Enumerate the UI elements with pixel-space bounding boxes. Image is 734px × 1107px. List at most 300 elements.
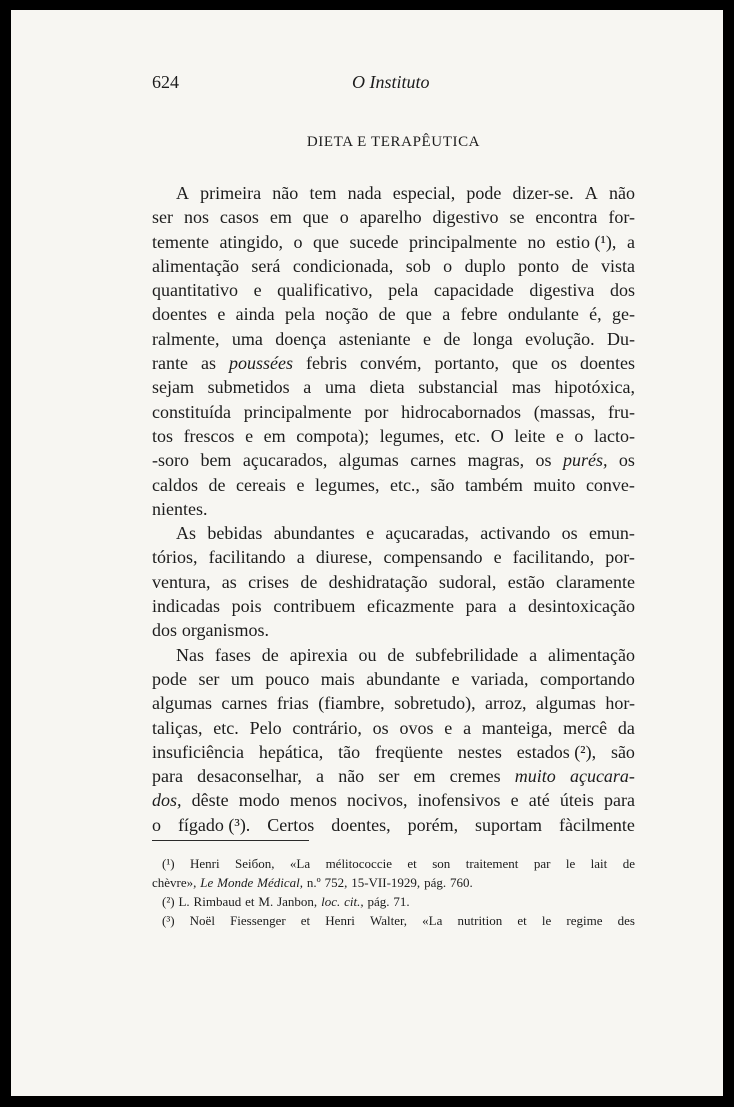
word: açucara-	[569, 766, 635, 787]
word: activando	[480, 523, 551, 544]
word: (massas,	[533, 401, 596, 422]
word: a	[296, 547, 305, 568]
word: mais	[320, 668, 355, 689]
word: capacidade	[433, 280, 514, 301]
word: de	[300, 571, 318, 592]
text-line	[152, 327, 635, 351]
word: porém,	[407, 814, 459, 835]
word: estados (²),	[516, 741, 597, 762]
word: atingido,	[219, 231, 283, 252]
word: por	[364, 401, 389, 422]
word: em	[263, 425, 286, 446]
word: abundante	[366, 668, 441, 689]
word: le	[565, 856, 576, 871]
word: nestes	[457, 741, 502, 762]
text-line	[152, 643, 635, 667]
word: hipotóxica,	[554, 377, 635, 398]
word: de	[378, 304, 396, 325]
word: pode	[466, 183, 502, 203]
word: carnes	[410, 450, 457, 471]
word: tórios,	[152, 547, 198, 568]
word: legumes,	[314, 474, 380, 495]
word: de	[387, 644, 405, 665]
word: mélitococcie	[325, 856, 392, 871]
word: par	[533, 856, 551, 871]
word: encontra	[535, 207, 598, 228]
word: o	[443, 255, 453, 276]
word: que	[302, 207, 329, 228]
word: mas	[511, 377, 541, 398]
word: longa	[472, 328, 513, 349]
text-line	[152, 716, 635, 740]
word: doentes	[152, 304, 207, 325]
word: quantitativo	[152, 280, 238, 301]
word: também	[464, 474, 523, 495]
word: uma	[324, 377, 356, 398]
word: contrário,	[292, 717, 362, 738]
word: vista	[600, 255, 635, 276]
word: algumas	[338, 450, 399, 471]
text-line	[152, 521, 635, 545]
word: manteiga,	[481, 717, 553, 738]
word: «La	[289, 856, 311, 871]
word: lacto-	[593, 425, 635, 446]
text-line	[152, 205, 635, 229]
word: freqüente	[375, 741, 443, 762]
text-line	[152, 473, 635, 497]
word: taliças,	[152, 717, 203, 738]
word: a	[463, 717, 472, 738]
word: purés,	[562, 450, 608, 471]
word: nada	[347, 183, 382, 203]
word: e	[366, 523, 375, 544]
word: as	[200, 353, 216, 374]
word: a	[626, 231, 635, 252]
word: no	[527, 231, 546, 252]
word: ventura,	[152, 571, 211, 592]
word: facilitando,	[512, 547, 595, 568]
word: 71.	[393, 894, 410, 909]
word: dêste	[191, 790, 229, 811]
word: 760.	[450, 875, 473, 890]
footnotes	[152, 854, 635, 930]
word: pág.	[367, 894, 390, 909]
word: Monde	[217, 875, 254, 890]
word: em	[269, 207, 292, 228]
word: Walter,	[370, 913, 408, 928]
word: suportam	[475, 814, 543, 835]
word: principalmente	[409, 231, 518, 252]
word: por-	[605, 547, 635, 568]
running-title: O Instituto	[352, 72, 430, 92]
word: variada,	[471, 668, 529, 689]
word: et	[407, 856, 417, 871]
text-line	[152, 278, 635, 302]
word: que	[511, 353, 538, 374]
footnote-divider	[152, 840, 309, 841]
word: portanto,	[434, 353, 499, 374]
word: os	[618, 450, 635, 471]
word: Janbon,	[277, 894, 318, 909]
word: são	[430, 474, 455, 495]
word: hepática,	[258, 741, 324, 762]
word: et	[517, 913, 527, 928]
word: os	[535, 450, 552, 471]
word: de	[622, 856, 635, 871]
word: desintoxicação	[528, 596, 635, 617]
word: (¹)	[162, 856, 175, 871]
word: modo	[238, 790, 280, 811]
word: e	[555, 425, 564, 446]
word: fases	[214, 644, 251, 665]
word: compensando	[383, 547, 483, 568]
word: frescos	[183, 425, 235, 446]
word: doença	[275, 328, 327, 349]
text-line	[152, 375, 635, 399]
word: rante	[152, 353, 188, 374]
word: o	[152, 814, 161, 835]
word: noção	[325, 304, 369, 325]
word: e	[444, 717, 453, 738]
word: úteis	[559, 790, 594, 811]
word: tos	[152, 425, 174, 446]
word: arroz,	[485, 693, 527, 714]
word: dizer-se.	[512, 183, 574, 203]
word: ondulante	[507, 304, 579, 325]
word: doentes,	[331, 814, 391, 835]
word: dos	[609, 280, 635, 301]
word: et	[245, 894, 255, 909]
word: mercê	[563, 717, 608, 738]
word: «La	[422, 913, 443, 928]
body-text	[152, 181, 635, 837]
word: menos	[289, 790, 337, 811]
word: especial,	[392, 183, 456, 203]
word: convém,	[359, 353, 422, 374]
word: algumas	[152, 693, 212, 714]
word: febris	[305, 353, 347, 374]
word: lait	[590, 856, 608, 871]
word: pela	[388, 280, 419, 301]
word: inofensivos	[417, 790, 501, 811]
word: emun-	[588, 523, 635, 544]
word: não	[608, 183, 635, 203]
word: indicadas	[152, 596, 220, 617]
word: e	[422, 328, 431, 349]
text-line	[152, 424, 635, 448]
text-line	[152, 254, 635, 278]
word: bebidas	[207, 523, 263, 544]
word: os	[561, 523, 578, 544]
word: eficazmente	[367, 596, 454, 617]
word: Henri	[189, 856, 220, 871]
text-line	[152, 618, 635, 642]
word: muito	[514, 766, 556, 787]
word: dos	[152, 620, 178, 641]
word: abundantes	[273, 523, 355, 544]
word: pág.	[424, 875, 447, 890]
word: da	[617, 717, 635, 738]
word: (²)	[162, 894, 175, 909]
word: ser	[198, 668, 220, 689]
word: qualificativo,	[277, 280, 373, 301]
word: alimentação	[152, 255, 239, 276]
word: e	[510, 790, 519, 811]
word: uma	[231, 328, 263, 349]
text-line	[152, 691, 635, 715]
word: e	[451, 668, 460, 689]
word: etc.	[454, 425, 481, 446]
footnote-line	[152, 911, 635, 930]
word: o	[574, 425, 584, 446]
word: etc.	[213, 717, 239, 738]
document-page	[11, 10, 723, 1096]
text-line	[152, 545, 635, 569]
word: para	[465, 596, 497, 617]
word: e	[296, 474, 305, 495]
word: cit.,	[344, 894, 364, 909]
word: a	[316, 766, 325, 787]
word: de	[571, 255, 589, 276]
word: Henri	[325, 913, 355, 928]
word: o	[339, 207, 349, 228]
word: substancial	[418, 377, 499, 398]
word: são	[610, 741, 635, 762]
word: hidrocabornados	[401, 401, 522, 422]
word: é,	[589, 304, 602, 325]
word: principalmente	[243, 401, 352, 422]
word: nientes.	[152, 498, 208, 519]
word: ponto	[518, 255, 560, 276]
word: tem	[309, 183, 337, 203]
word: algumas	[535, 693, 596, 714]
word: A	[176, 183, 189, 203]
word: de	[208, 474, 226, 495]
word: submetidos	[207, 377, 290, 398]
word: os	[550, 353, 567, 374]
footnote-line	[152, 892, 635, 911]
word: insuficiência	[152, 741, 244, 762]
word: em	[413, 766, 436, 787]
word: ou	[358, 644, 377, 665]
word: des	[617, 913, 635, 928]
word: Nas	[176, 644, 204, 665]
word: estão	[507, 571, 545, 592]
text-line	[152, 594, 635, 618]
word: pela	[284, 304, 315, 325]
word: L.	[178, 894, 190, 909]
text-line	[152, 570, 635, 594]
word: organismos.	[181, 620, 270, 641]
text-line	[152, 302, 635, 326]
word: M.	[258, 894, 274, 909]
word: e	[217, 304, 226, 325]
word: diurese,	[315, 547, 373, 568]
word: ralmente,	[152, 328, 220, 349]
word: caldos	[152, 474, 198, 495]
text-line	[152, 497, 635, 521]
word: hor-	[605, 693, 635, 714]
word: pouco	[265, 668, 310, 689]
word: (³)	[162, 913, 175, 928]
text-line	[152, 448, 635, 472]
word: As	[176, 523, 197, 544]
word: cereais	[235, 474, 286, 495]
word: dos,	[152, 790, 182, 811]
word: digestiva	[529, 280, 595, 301]
word: nos	[183, 207, 209, 228]
text-line	[152, 667, 635, 691]
word: pois	[231, 596, 262, 617]
word: se	[509, 207, 525, 228]
word: traitement	[465, 856, 519, 871]
word: não	[272, 183, 299, 203]
word: fàcilmente	[558, 814, 635, 835]
word: açucaradas,	[385, 523, 469, 544]
word: (fiambre,	[318, 693, 385, 714]
word: a	[442, 304, 451, 325]
word: fígado (³).	[177, 814, 251, 835]
footnote-line	[152, 854, 635, 873]
word: e	[253, 280, 262, 301]
word: a	[529, 644, 538, 665]
word: Du-	[607, 328, 635, 349]
word: legumes,	[379, 425, 445, 446]
word: comportando	[539, 668, 635, 689]
text-line	[152, 813, 635, 837]
text-line	[152, 181, 635, 205]
word: regime	[566, 913, 603, 928]
word: condicionada,	[292, 255, 394, 276]
word: frias	[276, 693, 309, 714]
word: ge-	[612, 304, 635, 325]
word: para	[152, 766, 183, 787]
word: ovos	[399, 717, 434, 738]
word: sejam	[152, 377, 194, 398]
text-line	[152, 230, 635, 254]
word: et	[300, 913, 311, 928]
word: le	[541, 913, 552, 928]
word: aparelho	[359, 207, 422, 228]
word: ser	[152, 207, 173, 228]
word: os	[372, 717, 389, 738]
word: as	[221, 571, 237, 592]
word: son	[432, 856, 451, 871]
word: Seібon,	[235, 856, 275, 871]
word: for-	[608, 207, 635, 228]
word: poussées	[228, 353, 293, 374]
word: -soro	[152, 450, 189, 471]
section-title: DIETA E TERAPÊUTICA	[306, 134, 481, 150]
word: nutrition	[457, 913, 503, 928]
word: A	[584, 183, 598, 203]
word: nocivos,	[346, 790, 408, 811]
word: Le	[200, 875, 214, 890]
word: e	[245, 425, 254, 446]
word: duplo	[464, 255, 506, 276]
word: leite	[514, 425, 546, 446]
word: carnes	[221, 693, 268, 714]
word: febre	[460, 304, 498, 325]
page-header	[152, 72, 586, 102]
word: deshidratação	[328, 571, 428, 592]
word: conve-	[585, 474, 635, 495]
word: compota);	[296, 425, 370, 446]
word: doentes	[579, 353, 635, 374]
word: sudoral,	[438, 571, 497, 592]
word: fru-	[607, 401, 635, 422]
word: o	[293, 231, 303, 252]
word: Rimbaud	[193, 894, 242, 909]
word: Noël	[189, 913, 215, 928]
word: um	[230, 668, 254, 689]
word: cremes	[449, 766, 501, 787]
word: até	[528, 790, 550, 811]
word: não	[338, 766, 365, 787]
word: apirexia	[289, 644, 348, 665]
word: de	[443, 328, 461, 349]
word: asteniante	[338, 328, 411, 349]
word: 15-VII-1929,	[351, 875, 421, 890]
word: sobretudo),	[394, 693, 476, 714]
word: Certos	[267, 814, 315, 835]
word: casos	[219, 207, 259, 228]
word: tão	[338, 741, 361, 762]
word: Fiessenger	[230, 913, 286, 928]
word: estio (¹),	[556, 231, 617, 252]
word: que	[405, 304, 432, 325]
word: pode	[152, 668, 187, 689]
word: facilitando	[208, 547, 286, 568]
word: desaconselhar,	[197, 766, 302, 787]
word: muito	[533, 474, 576, 495]
word: ser	[378, 766, 400, 787]
word: etc.,	[389, 474, 420, 495]
word: Médical,	[257, 875, 304, 890]
word: digestivo	[432, 207, 499, 228]
word: chèvre»,	[152, 875, 197, 890]
word: que	[313, 231, 340, 252]
word: primeira	[200, 183, 262, 203]
word: Pelo	[249, 717, 282, 738]
word: bem	[200, 450, 232, 471]
word: claramente	[555, 571, 635, 592]
word: para	[603, 790, 635, 811]
text-line	[152, 788, 635, 812]
word: subfebrilidade	[415, 644, 519, 665]
word: evolução.	[525, 328, 595, 349]
word: a	[508, 596, 517, 617]
text-line	[152, 400, 635, 424]
text-line	[152, 740, 635, 764]
word: crises	[248, 571, 290, 592]
word: O	[490, 425, 504, 446]
word: de	[261, 644, 279, 665]
word: dieta	[369, 377, 405, 398]
word: açucarados,	[242, 450, 328, 471]
word: loc.	[321, 894, 341, 909]
word: e	[493, 547, 502, 568]
text-line	[152, 764, 635, 788]
word: ainda	[235, 304, 275, 325]
word: n.º	[306, 875, 321, 890]
word: magras,	[467, 450, 525, 471]
word: alimentação	[548, 644, 635, 665]
page-number: 624	[152, 72, 179, 92]
word: 752,	[324, 875, 348, 890]
word: constituída	[152, 401, 231, 422]
word: temente	[152, 231, 209, 252]
